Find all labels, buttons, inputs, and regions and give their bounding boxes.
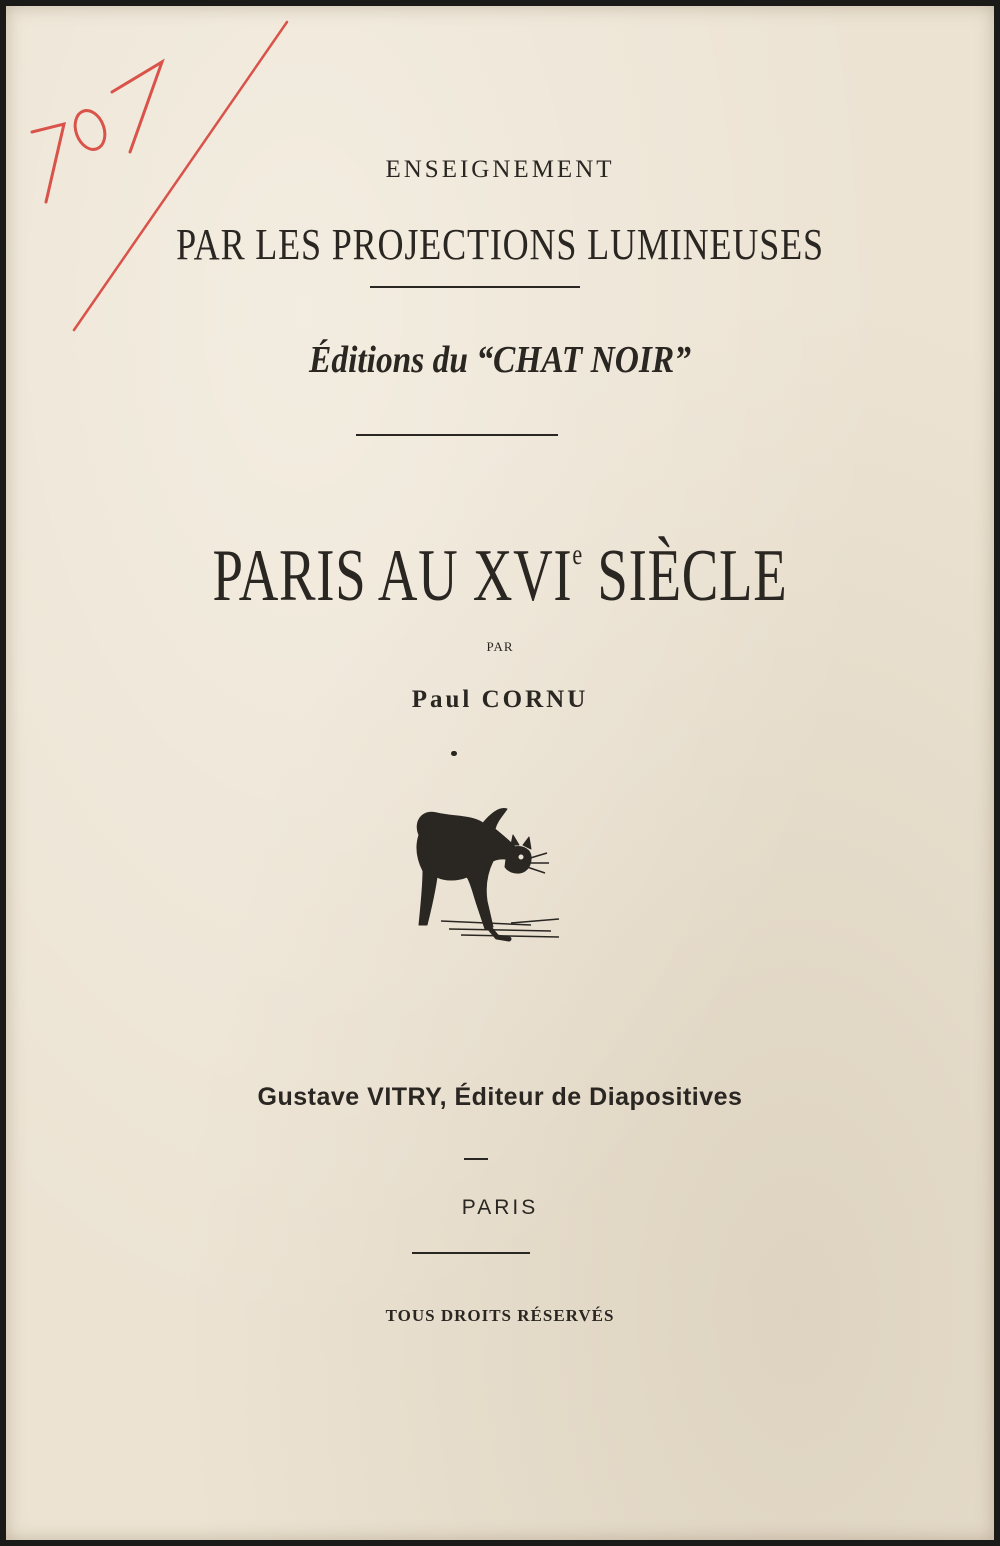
series-label: ENSEIGNEMENT <box>385 156 615 183</box>
title-page <box>6 6 994 1540</box>
black-cat-icon <box>401 801 566 949</box>
divider-rule <box>412 1252 530 1254</box>
editions-imprint: Éditions du “CHAT NOIR” <box>309 339 691 381</box>
ornament-dot <box>451 751 457 756</box>
book-title <box>134 534 865 619</box>
rights-notice: TOUS DROITS RÉSERVÉS <box>385 1306 615 1325</box>
author-name: Paul CORNU <box>411 686 589 713</box>
short-dash <box>464 1158 488 1160</box>
byline-par: PAR <box>486 639 514 654</box>
title-main: PARIS AU XVI <box>212 535 573 617</box>
publisher-city: PARIS <box>461 1196 539 1219</box>
title-superscript: e <box>572 538 584 571</box>
title-tail: SIÈCLE <box>583 535 788 617</box>
divider-rule <box>356 434 558 436</box>
divider-rule <box>370 286 580 288</box>
series-title: PAR LES PROJECTIONS LUMINEUSES <box>176 220 824 269</box>
publisher-name: Gustave VITRY, Éditeur de Diapositives <box>257 1083 743 1111</box>
